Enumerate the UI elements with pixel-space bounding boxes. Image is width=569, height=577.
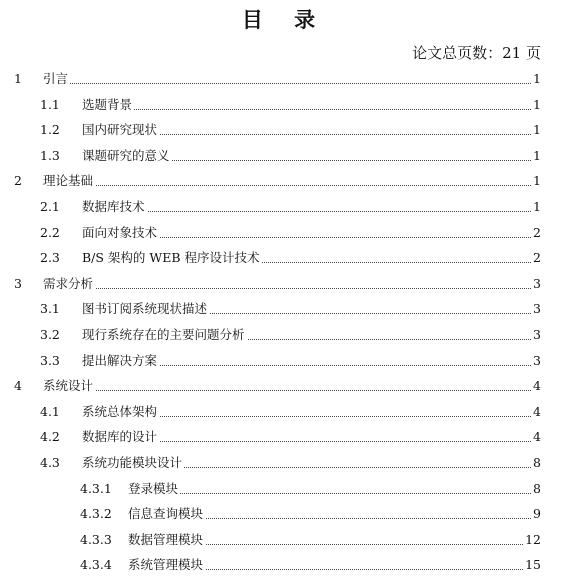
toc-entry-title: 需求分析 — [43, 271, 95, 296]
toc-entry[interactable] — [0, 450, 569, 475]
toc-entry-title: 面向对象技术 — [82, 220, 159, 245]
toc-entry-page: 3 — [531, 296, 541, 321]
toc-entry-number: 4.3.3 — [80, 531, 112, 547]
toc-entry-title: 信息查询模块 — [128, 501, 205, 526]
toc-entry-title: 数据库的设计 — [82, 424, 159, 449]
total-pages-note: 论文总页数：21 页 — [412, 44, 541, 62]
toc-entry-page: 12 — [523, 527, 541, 552]
toc-entry-number: 4.3 — [40, 455, 60, 470]
toc-entry-number: 4.2 — [40, 429, 60, 445]
toc-entry-number: 1.3 — [40, 147, 60, 163]
toc-entry-title: 系统管理模块 — [128, 552, 205, 577]
toc-entry[interactable] — [0, 245, 569, 270]
toc-entry-number: 4 — [14, 378, 22, 394]
toc-entry-page: 3 — [531, 322, 541, 347]
toc-entry[interactable] — [0, 348, 569, 373]
toc-entry-page: 1 — [531, 143, 541, 168]
toc-entry-number: 4.1 — [40, 403, 60, 419]
toc-leader-dots — [43, 83, 539, 84]
toc-entry-title: 国内研究现状 — [82, 117, 159, 142]
toc-entry-page: 1 — [531, 92, 541, 117]
toc-entry-number: 2.3 — [40, 250, 60, 266]
toc-entry-page: 3 — [531, 348, 541, 373]
toc-entry-page: 8 — [531, 476, 541, 501]
toc-entry-title: 现行系统存在的主要问题分析 — [82, 322, 247, 347]
toc-entry[interactable] — [0, 322, 569, 347]
toc-entry[interactable] — [0, 501, 569, 526]
toc-entry-number: 3.1 — [40, 301, 60, 317]
toc-entry[interactable] — [0, 117, 569, 142]
toc-entry[interactable] — [0, 271, 569, 296]
toc-leader-dots — [43, 390, 539, 391]
toc-leader-dots — [43, 288, 539, 289]
toc-entry[interactable] — [0, 168, 569, 193]
toc-entry[interactable] — [0, 296, 569, 321]
toc-entry-title: 系统总体架构 — [82, 399, 159, 424]
toc-leader-dots — [43, 185, 539, 186]
toc-entry[interactable] — [0, 399, 569, 424]
toc-entry-page: 4 — [531, 424, 541, 449]
toc-entry-number: 1.2 — [40, 122, 60, 138]
toc-entry-title: 图书订阅系统现状描述 — [82, 296, 209, 321]
page-title: 目 录 — [241, 7, 328, 32]
toc-entry[interactable] — [0, 92, 569, 117]
toc-entry-page: 1 — [531, 168, 541, 193]
toc-entry[interactable] — [0, 66, 569, 91]
toc-entry-number: 3 — [14, 275, 22, 291]
toc-entry-page: 4 — [531, 399, 541, 424]
toc-entry-number: 4.3.1 — [80, 480, 112, 496]
toc-entry-number: 4.3.2 — [80, 506, 112, 522]
toc-entry-title: 引言 — [43, 66, 70, 91]
toc-entry-page: 2 — [531, 245, 541, 270]
toc-entry[interactable] — [0, 552, 569, 577]
toc-entry-title: 课题研究的意义 — [82, 143, 172, 168]
toc-entry-number: 4.3.4 — [80, 557, 112, 573]
toc-entry[interactable] — [0, 194, 569, 219]
toc-entry[interactable] — [0, 373, 569, 398]
toc-leader-dots — [128, 493, 539, 494]
toc-entry-number: 3.2 — [40, 327, 60, 342]
toc-entry[interactable] — [0, 424, 569, 449]
toc-entry-number: 2.2 — [40, 224, 60, 240]
toc-entry-page: 1 — [531, 66, 541, 91]
toc-entry-page: 9 — [531, 501, 541, 526]
toc-leader-dots — [82, 109, 539, 110]
toc-entry-page: 3 — [531, 271, 541, 296]
toc-entry-number: 3.3 — [40, 352, 60, 368]
toc-entry-page: 1 — [531, 117, 541, 142]
toc-entry-title: 数据管理模块 — [128, 527, 205, 552]
toc-entry-page: 4 — [531, 373, 541, 398]
toc-entry-page: 1 — [531, 194, 541, 219]
toc-entry[interactable] — [0, 527, 569, 552]
toc-entry-title: 提出解决方案 — [82, 348, 159, 373]
toc-entry-page: 15 — [523, 552, 541, 577]
toc-entry-number: 1 — [14, 71, 22, 86]
toc-entry-title: 系统功能模块设计 — [82, 450, 184, 475]
toc-entry-number: 2.1 — [40, 199, 60, 214]
toc-entry-number: 1.1 — [40, 96, 60, 112]
toc-entry-page: 8 — [531, 450, 541, 475]
toc-entry-title: 选题背景 — [82, 92, 134, 117]
toc-entry-title: 系统设计 — [43, 373, 95, 398]
toc-entry-page: 2 — [531, 220, 541, 245]
toc-leader-dots — [82, 211, 539, 212]
toc-entry[interactable] — [0, 220, 569, 245]
toc-entry-number: 2 — [14, 173, 22, 189]
toc-entry-title: 理论基础 — [43, 168, 95, 193]
toc-entry-title: B/S 架构的 WEB 程序设计技术 — [82, 245, 262, 270]
toc-entry-title: 数据库技术 — [82, 194, 147, 219]
toc-entry-title: 登录模块 — [128, 476, 180, 501]
toc-entry[interactable] — [0, 476, 569, 501]
toc-entry[interactable] — [0, 143, 569, 168]
